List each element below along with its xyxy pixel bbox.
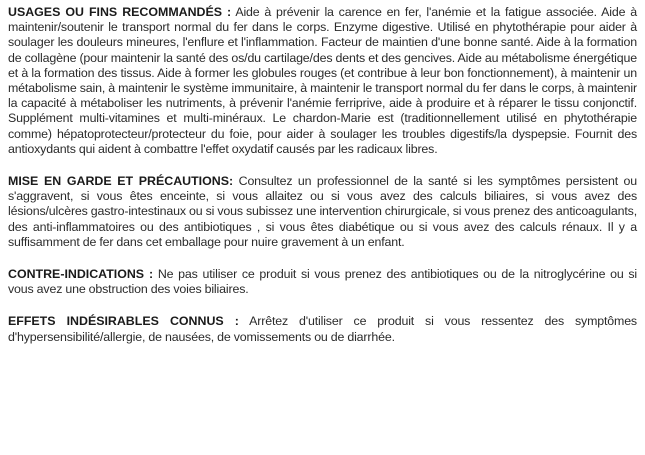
section-warnings-precautions — [8, 174, 637, 250]
adverse-effects-heading: EFFETS INDÉSIRABLES CONNUS : — [8, 314, 239, 329]
warnings-body: Consultez un professionnel de la santé si les symptômes persistent ou s'aggravent, si vous êtes enceinte, si vous allaitez ou si vous avez des calculs biliaires, si vous avez des lésions/ulcères gastro-intestinaux ou si vous subissez une intervention chirurgicale, si vous prenez des anticoagulants, des anti-inflammatoires ou des antibiotiques , si vous êtes diabétique ou si vous avez des calculs rénaux. Il y a suffisamment de fer dans cet emballage pour nuire gravement à un enfant. — [8, 174, 638, 249]
adverse-effects-body: Arrêtez d'utiliser ce produit si vous ressentez des symptômes d'hypersensibilité/allergie, de nausées, de vomissements ou de diarrhée. — [8, 314, 637, 344]
section-contraindications — [8, 267, 637, 297]
recommended-uses-body: Aide à prévenir la carence en fer, l'anémie et la fatigue associée. Aide à maintenir/soutenir le transport normal du fer dans le corps. Enzyme digestive. Utilisé en phytothérapie pour aider à soulager les douleurs mineures, l'enflure et l'inflammation. Facteur de maintien d'une bonne santé. Aide à la formation de collagène (pour maintenir la santé des os/du cartilage/des dents et des gencives. Aide au métabolisme énergétique et à la formation des tissus. Aide à former les globules rouges (et contribue à leur bon fonctionnement), à maintenir un métabolisme sain, à maintenir le système immunitaire, à maintenir le transport normal du fer dans le corps, à maintenir la capacité à métaboliser les nutriments, à prévenir l'anémie ferriprive, aide à produire et à réparer le tissu conjonctif. Supplément multi-vitamines et multi-minéraux. Le chardon-Marie est (traditionnellement utilisé en phytothérapie comme) hépatoprotecteur/protecteur du foie, pour aider à soulager les troubles digestifs/la dyspepsie. Fournit des antioxydants qui aident à combattre l'effet oxydatif causés par les radicaux libres. — [8, 5, 637, 156]
contraindications-body: Ne pas utiliser ce produit si vous prenez des antibiotiques ou de la nitroglycérine ou si vous avez une obstruction des voies biliaires. — [8, 267, 637, 297]
contraindications-heading: CONTRE-INDICATIONS : — [8, 267, 154, 282]
section-known-adverse-effects — [8, 314, 637, 344]
adverse-effects-paragraph — [8, 314, 637, 344]
warnings-heading: MISE EN GARDE ET PRÉCAUTIONS: — [8, 174, 234, 189]
recommended-uses-heading: USAGES OU FINS RECOMMANDÉS : — [8, 5, 232, 19]
recommended-uses-paragraph — [8, 5, 637, 157]
contraindications-paragraph — [8, 267, 637, 297]
warnings-paragraph — [8, 174, 637, 250]
section-recommended-uses — [8, 5, 637, 157]
